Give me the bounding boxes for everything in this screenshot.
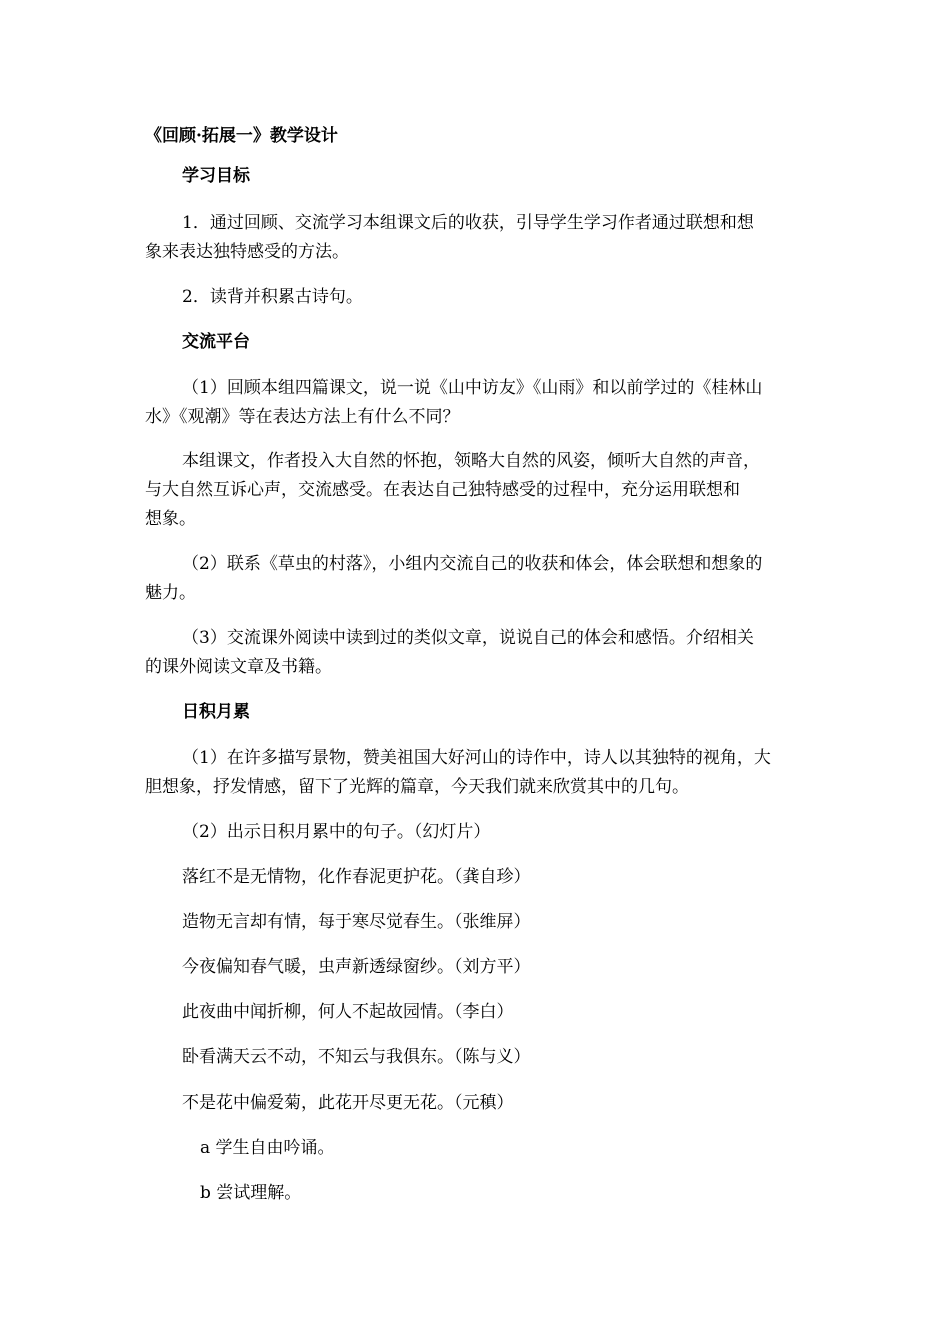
poem-line-1: 落红不是无情物，化作春泥更护花。（龚自珍）: [182, 867, 531, 887]
poem-line-3: 今夜偏知春气暖，虫声新透绿窗纱。（刘方平）: [182, 957, 531, 977]
exchange-answer-line-2: 与大自然互诉心声，交流感受。在表达自己独特感受的过程中，充分运用联想和: [145, 480, 740, 500]
section-heading-accumulate: 日积月累: [182, 702, 250, 722]
poem-line-2: 造物无言却有情，每于寒尽觉春生。（张维屏）: [182, 912, 531, 932]
exchange-question-3-line-2: 的课外阅读文章及书籍。: [145, 657, 332, 677]
objectives-paragraph-2: 2．读背并积累古诗句。: [182, 287, 363, 307]
exchange-question-2-line-2: 魅力。: [145, 583, 196, 603]
accumulate-paragraph-1-line-2: 胆想象，抒发情感，留下了光辉的篇章，今天我们就来欣赏其中的几句。: [145, 777, 689, 797]
document-title: 《回顾·拓展一》教学设计: [145, 126, 338, 146]
objectives-paragraph-1-line-1: 1．通过回顾、交流学习本组课文后的收获，引导学生学习作者通过联想和想: [182, 213, 754, 233]
exchange-question-1-line-1: （1）回顾本组四篇课文，说一说《山中访友》《山雨》和以前学过的《桂林山: [182, 378, 763, 398]
objectives-paragraph-1-line-2: 象来表达独特感受的方法。: [145, 242, 349, 262]
exchange-answer-line-3: 想象。: [145, 509, 196, 529]
step-b: b 尝试理解。: [200, 1183, 302, 1203]
section-heading-objectives: 学习目标: [182, 166, 250, 186]
accumulate-paragraph-2: （2）出示日积月累中的句子。（幻灯片）: [182, 822, 491, 842]
exchange-answer-line-1: 本组课文，作者投入大自然的怀抱，领略大自然的风姿，倾听大自然的声音，: [182, 451, 760, 471]
exchange-question-2-line-1: （2）联系《草虫的村落》，小组内交流自己的收获和体会，体会联想和想象的: [182, 554, 763, 574]
poem-line-6: 不是花中偏爱菊，此花开尽更无花。（元稹）: [182, 1093, 514, 1113]
exchange-question-3-line-1: （3）交流课外阅读中读到过的类似文章，说说自己的体会和感悟。介绍相关: [182, 628, 754, 648]
section-heading-exchange: 交流平台: [182, 332, 250, 352]
exchange-question-1-line-2: 水》《观潮》等在表达方法上有什么不同？: [145, 407, 460, 427]
poem-line-5: 卧看满天云不动，不知云与我俱东。（陈与义）: [182, 1047, 531, 1067]
accumulate-paragraph-1-line-1: （1）在许多描写景物，赞美祖国大好河山的诗作中，诗人以其独特的视角，大: [182, 748, 771, 768]
poem-line-4: 此夜曲中闻折柳，何人不起故园情。（李白）: [182, 1002, 514, 1022]
step-a: a 学生自由吟诵。: [200, 1138, 335, 1158]
